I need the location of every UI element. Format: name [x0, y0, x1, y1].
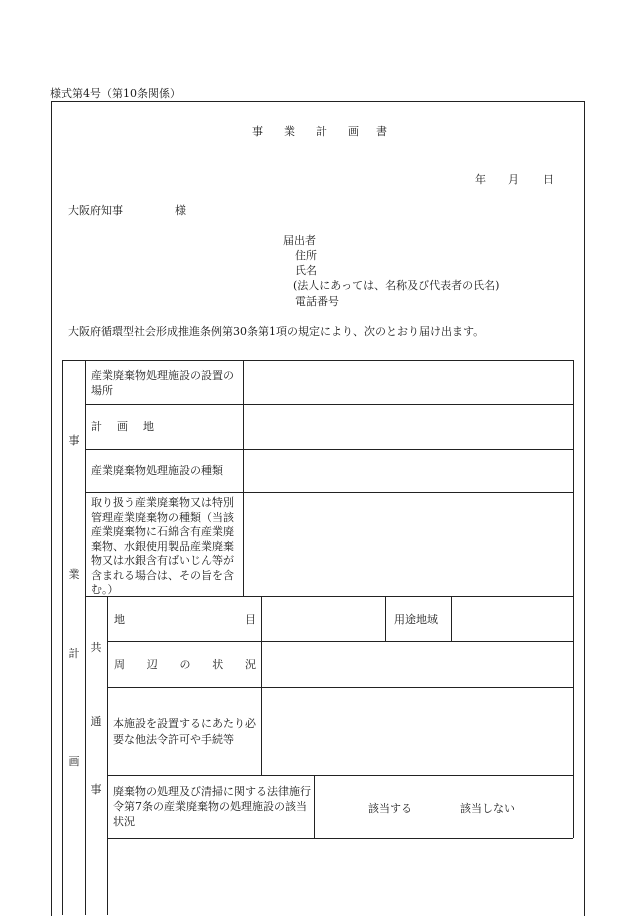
applicable-option[interactable]: 該当する — [368, 802, 412, 815]
common-label-char: 事 — [90, 783, 102, 796]
row-site-label — [91, 419, 231, 434]
date-year: 年 — [475, 173, 486, 186]
row-location-value[interactable] — [245, 362, 571, 403]
surroundings-char: の — [179, 658, 191, 671]
date-day: 日 — [543, 173, 554, 186]
table-line — [314, 775, 315, 838]
row-facility-type-value[interactable] — [245, 451, 571, 491]
table-line — [85, 404, 573, 405]
applicant-address: 住所 — [295, 249, 317, 262]
group-label-char: 計 — [68, 647, 80, 660]
table-line — [107, 596, 108, 915]
table-line — [85, 449, 573, 450]
table-line — [107, 838, 573, 839]
land-category-char: 目 — [245, 613, 256, 626]
surroundings-char: 辺 — [146, 658, 158, 671]
title-char: 事 — [252, 125, 263, 138]
table-line — [243, 360, 244, 596]
applicant-phone: 電話番号 — [295, 295, 339, 308]
addressee-name: 大阪府知事 — [68, 204, 123, 217]
applicant-name: 氏名 — [295, 264, 317, 277]
table-line — [85, 360, 86, 915]
row-site-value[interactable] — [245, 406, 571, 448]
form-number: 様式第4号（第10条関係） — [50, 87, 181, 100]
title-char: 書 — [376, 125, 387, 138]
land-category-char: 地 — [114, 613, 125, 626]
row-waste-type-label: 取り扱う産業廃棄物又は特別管理産業廃棄物の種類（当該産業廃棄物に石綿含有産業廃棄物、水銀使用製品産業廃棄物又は水銀含有ばいじん等が含まれる場合は、その旨を含む。） — [91, 496, 234, 596]
row-location-label: 産業廃棄物処理施設の設置の場所 — [91, 369, 234, 397]
common-label-char: 共 — [90, 641, 102, 654]
zoning-label: 用途地域 — [394, 613, 438, 626]
applicant-label: 届出者 — [283, 234, 316, 247]
permits-label: 本施設を設置するにあたり必要な他法令許可や手続等 — [113, 717, 256, 746]
table-line — [573, 360, 574, 838]
title-char: 画 — [348, 125, 359, 138]
surroundings-value[interactable] — [263, 643, 571, 686]
title-char: 業 — [284, 125, 295, 138]
table-line — [385, 596, 386, 641]
site-char: 計 — [91, 420, 102, 433]
group-label-char: 画 — [68, 755, 80, 768]
addressee-honorific: 様 — [175, 204, 186, 217]
row-facility-type-label: 産業廃棄物処理施設の種類 — [91, 464, 223, 477]
group-label-char: 業 — [68, 568, 80, 581]
surroundings-label — [114, 657, 256, 672]
law-status-label: 廃棄物の処理及び清掃に関する法律施行令第7条の産業廃棄物の処理施設の該当状況 — [113, 785, 311, 828]
surroundings-char: 況 — [245, 658, 256, 671]
table-line — [62, 360, 63, 915]
row-waste-type-value[interactable] — [245, 494, 571, 595]
table-line — [85, 492, 573, 493]
table-line — [451, 596, 452, 641]
not-applicable-option[interactable]: 該当しない — [460, 802, 515, 815]
table-line — [107, 687, 573, 688]
land-category-value[interactable] — [263, 598, 383, 640]
land-category-label — [114, 612, 256, 627]
zoning-value[interactable] — [453, 598, 571, 640]
statement: 大阪府循環型社会形成推進条例第30条第1項の規定により、次のとおり届け出ます。 — [68, 325, 485, 338]
site-char: 地 — [143, 420, 154, 433]
table-line — [107, 775, 573, 776]
surroundings-char: 周 — [114, 658, 125, 671]
common-label-char: 通 — [90, 715, 102, 728]
title-char: 計 — [316, 125, 327, 138]
applicant-corp-note: (法人にあっては、名称及び代表者の氏名) — [293, 279, 500, 292]
table-line — [107, 641, 573, 642]
group-label-char: 事 — [68, 434, 80, 447]
surroundings-char: 状 — [212, 658, 224, 671]
site-char: 画 — [117, 420, 128, 433]
table-line — [261, 596, 262, 775]
date-month: 月 — [508, 173, 519, 186]
permits-value[interactable] — [263, 689, 571, 774]
table-line — [62, 360, 573, 361]
